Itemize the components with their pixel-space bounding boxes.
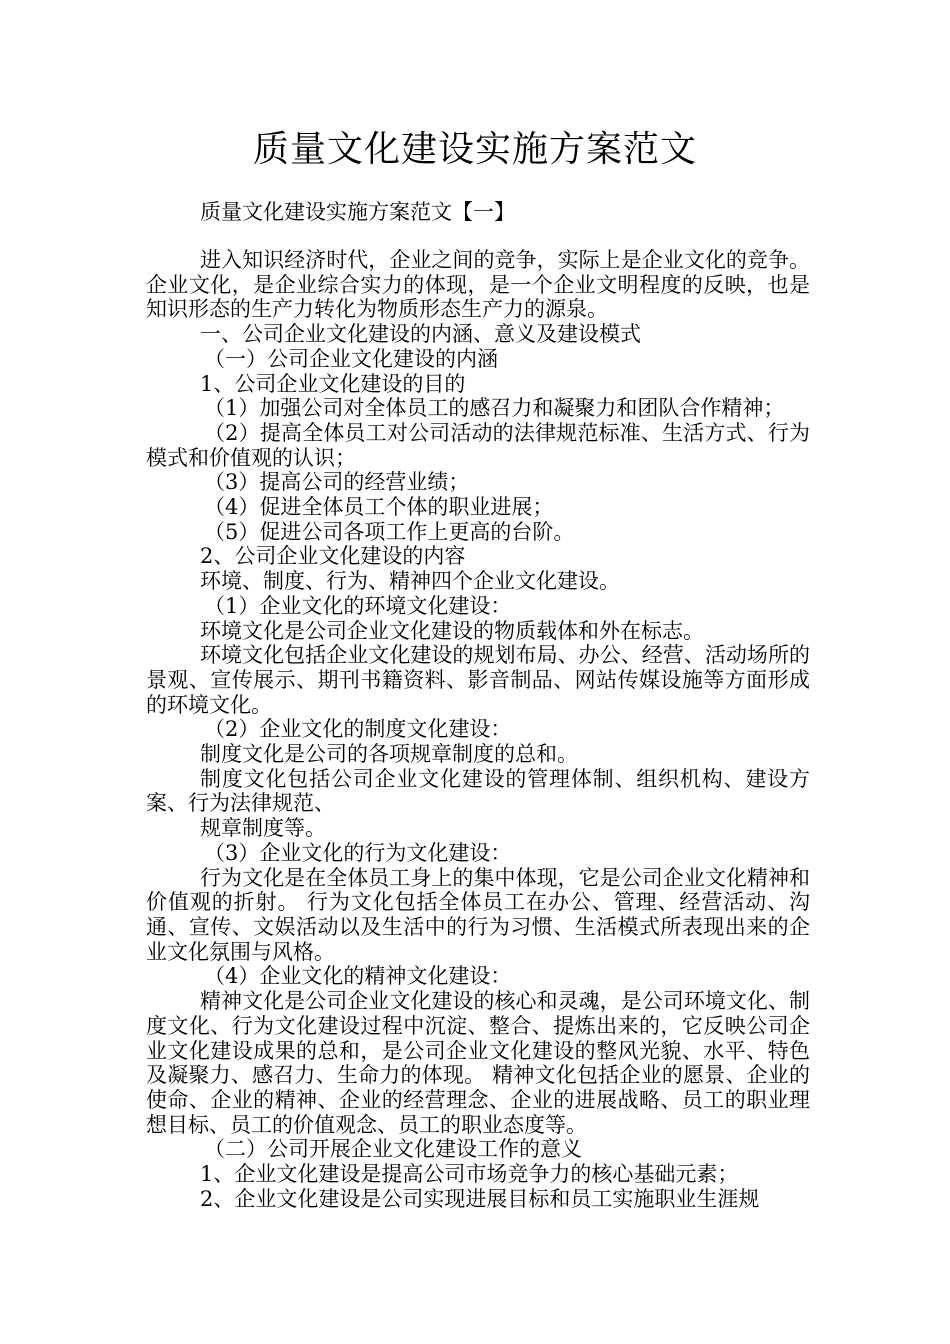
paragraph: 规章制度等。 (200, 816, 326, 841)
paragraph: （3）提高公司的经营业绩； (204, 470, 470, 495)
paragraph: （3）企业文化的行为文化建设： (204, 840, 512, 865)
paragraph: 行为文化是在全体员工身上的集中体现，它是公司企业文化精神和价值观的折射。 行为文化包括全体员工在办公、管理、经营活动、沟通、宣传、文娱活动以及生活中的行为习惯、生活模式所表现出来的企业文化氛围与风格。 (146, 865, 810, 964)
paragraph: （1）企业文化的环境文化建设： (204, 593, 512, 618)
paragraph: 环境文化包括企业文化建设的规划布局、办公、经营、活动场所的景观、宣传展示、期刊书籍资料、影音制品、网站传媒设施等方面形成的环境文化。 (146, 643, 810, 717)
document-body (146, 248, 810, 1211)
paragraph: 1、公司企业文化建设的目的 (200, 371, 466, 396)
paragraph: （5）促进公司各项工作上更高的台阶。 (204, 519, 575, 544)
paragraph: （1）加强公司对全体员工的感召力和凝聚力和团队合作精神； (204, 396, 785, 421)
paragraph: 进入知识经济时代，企业之间的竞争，实际上是企业文化的竞争。企业文化，是企业综合实力的体现，是一个企业文明程度的反映，也是知识形态的生产力转化为物质形态生产力的源泉。 (146, 248, 810, 322)
paragraph: 2、企业文化建设是公司实现进展目标和员工实施职业生涯规 (200, 1186, 760, 1211)
paragraph: 环境文化是公司企业文化建设的物质载体和外在标志。 (200, 618, 704, 643)
document-subtitle: 质量文化建设实施方案范文【一】 (200, 200, 515, 224)
paragraph: （2）提高全体员工对公司活动的法律规范标准、生活方式、行为模式和价值观的认识； (146, 420, 810, 470)
paragraph: （2）企业文化的制度文化建设： (204, 717, 512, 742)
paragraph: （二）公司开展企业文化建设工作的意义 (204, 1137, 582, 1162)
document-title: 质量文化建设实施方案范文 (252, 129, 697, 170)
paragraph: 制度文化是公司的各项规章制度的总和。 (200, 742, 578, 767)
paragraph: （4）企业文化的精神文化建设： (204, 964, 512, 989)
paragraph: 精神文化是公司企业文化建设的核心和灵魂，是公司环境文化、制度文化、行为文化建设过程中沉淀、整合、提炼出来的，它反映公司企业文化建设成果的总和，是公司企业文化建设的整风光貌、水平、特色及凝聚力、感召力、生命力的体现。 精神文化包括企业的愿景、企业的使命、企业的精神、企业的经营理念、企业的进展战略、员工的职业理想目标、员工的价值观念、员工的职业态度等。 (146, 989, 810, 1137)
paragraph: 环境、制度、行为、精神四个企业文化建设。 (200, 569, 620, 594)
paragraph: （4）促进全体员工个体的职业进展； (204, 495, 554, 520)
paragraph: 制度文化包括公司企业文化建设的管理体制、组织机构、建设方案、行为法律规范、 (146, 766, 810, 816)
paragraph: （一）公司企业文化建设的内涵 (204, 346, 498, 371)
paragraph: 2、公司企业文化建设的内容 (200, 544, 466, 569)
paragraph: 一、公司企业文化建设的内涵、意义及建设模式 (200, 322, 641, 347)
paragraph: 1、企业文化建设是提高公司市场竞争力的核心基础元素； (200, 1162, 739, 1187)
